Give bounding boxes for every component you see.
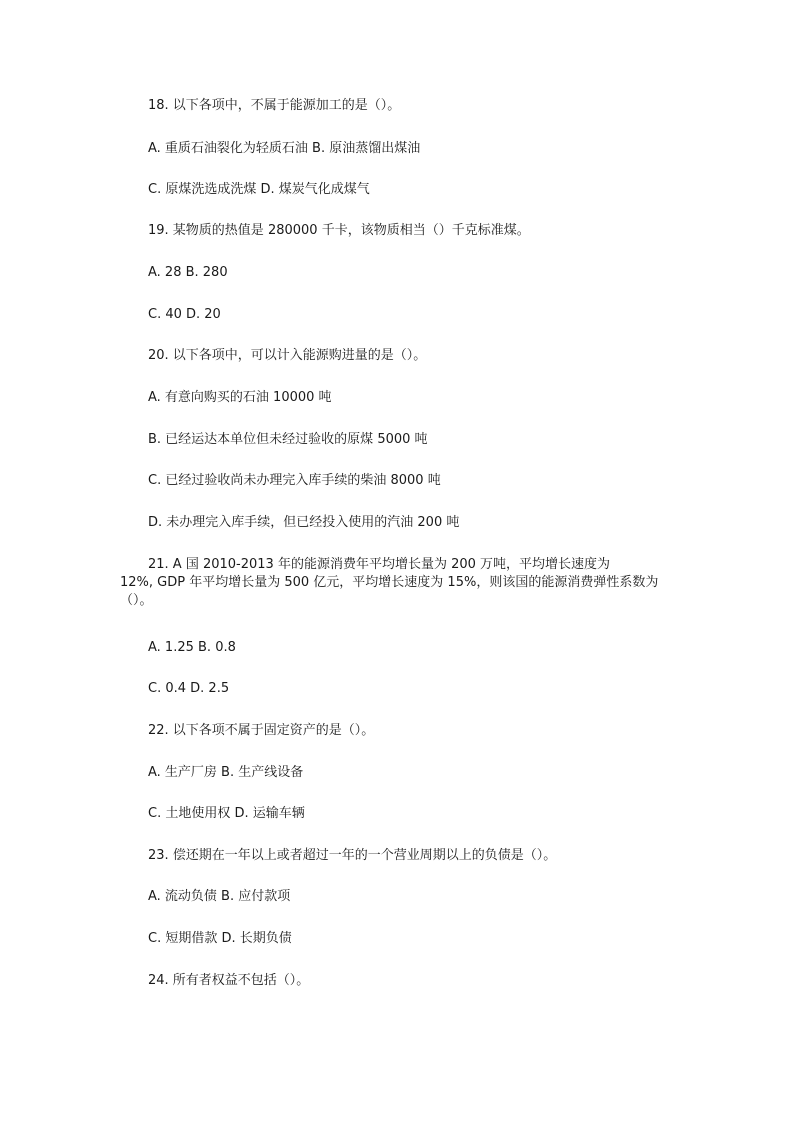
question-18-options-cd: C. 原煤洗选成洗煤 D. 煤炭气化成煤气 <box>148 182 370 197</box>
question-22-options-ab: A. 生产厂房 B. 生产线设备 <box>148 765 304 780</box>
question-18-options-ab: A. 重质石油裂化为轻质石油 B. 原油蒸馏出煤油 <box>148 141 421 156</box>
question-23-stem: 23. 偿还期在一年以上或者超过一年的一个营业周期以上的负债是（）。 <box>148 848 557 863</box>
question-20-option-a: A. 有意向购买的石油 10000 吨 <box>148 390 332 405</box>
question-20-option-d: D. 未办理完入库手续，但已经投入使用的汽油 200 吨 <box>148 515 460 530</box>
question-23-options-ab: A. 流动负债 B. 应付款项 <box>148 889 291 904</box>
question-21-options-cd: C. 0.4 D. 2.5 <box>148 681 230 696</box>
question-21-stem-line-3: （）。 <box>120 593 153 608</box>
question-21-stem <box>120 556 680 610</box>
question-24-stem: 24. 所有者权益不包括（）。 <box>148 973 310 988</box>
question-20-stem: 20. 以下各项中，可以计入能源购进量的是（）。 <box>148 348 427 363</box>
question-22-stem: 22. 以下各项不属于固定资产的是（）。 <box>148 723 375 738</box>
question-20-option-c: C. 已经过验收尚未办理完入库手续的柴油 8000 吨 <box>148 473 441 488</box>
question-22-options-cd: C. 土地使用权 D. 运输车辆 <box>148 806 305 821</box>
question-19-options-cd: C. 40 D. 20 <box>148 307 221 322</box>
question-19-stem: 19. 某物质的热值是 280000 千卡，该物质相当（）千克标准煤。 <box>148 223 530 238</box>
question-21-stem-line-2: 12%, GDP 年平均增长量为 500 亿元，平均增长速度为 15%，则该国的能源消费弹性系数为 <box>120 575 659 590</box>
question-20-option-b: B. 已经运达本单位但未经过验收的原煤 5000 吨 <box>148 432 428 447</box>
question-21-stem-line-1: 21. A 国 2010-2013 年的能源消费年平均增长量为 200 万吨，平均增长速度为 <box>148 557 611 572</box>
question-23-options-cd: C. 短期借款 D. 长期负债 <box>148 931 292 946</box>
question-19-options-ab: A. 28 B. 280 <box>148 265 228 280</box>
question-18-stem: 18. 以下各项中，不属于能源加工的是（）。 <box>148 98 401 113</box>
question-21-options-ab: A. 1.25 B. 0.8 <box>148 640 236 655</box>
